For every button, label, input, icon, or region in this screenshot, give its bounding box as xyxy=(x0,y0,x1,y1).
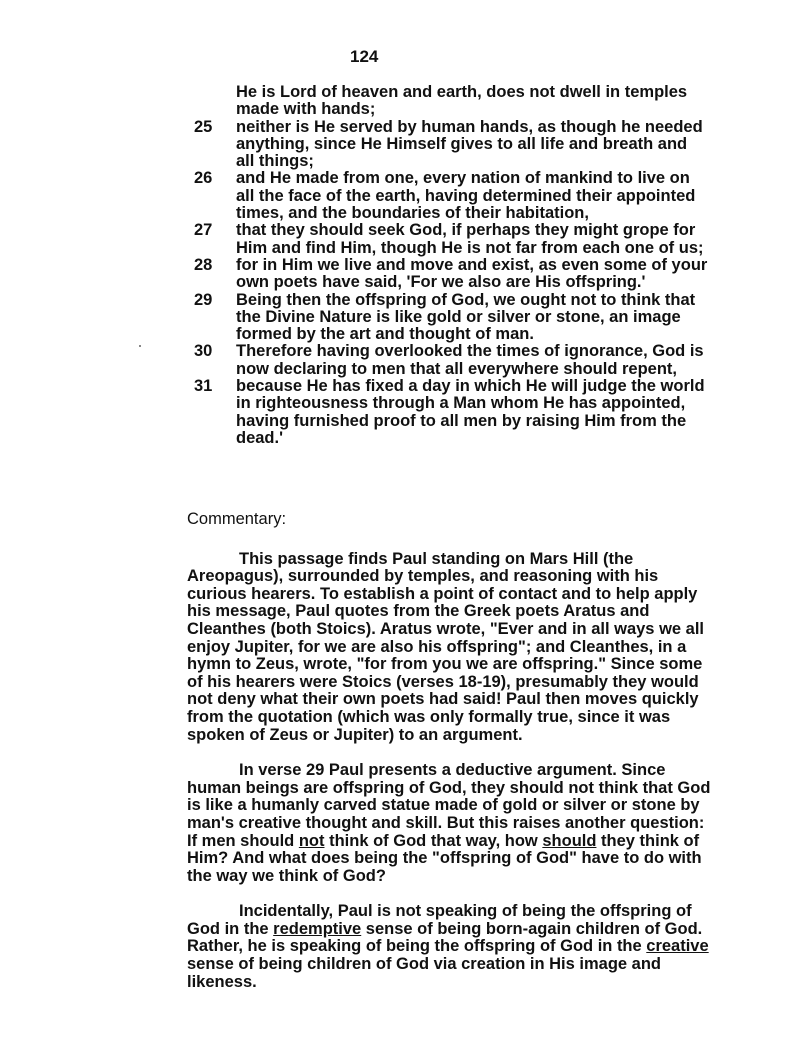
verse-text: Therefore having overlooked the times of ignorance, God is now declaring to men that all everywhere should repent, xyxy=(236,342,704,378)
paragraph-text: sense of being children of God via creation in His image and likeness. xyxy=(187,955,662,991)
commentary-heading: Commentary: xyxy=(187,510,287,528)
commentary-paragraph-2 xyxy=(187,762,717,885)
verse-text: that they should seek God, if perhaps they might grope for Him and find Him, though He is not far from each one of us; xyxy=(236,221,704,257)
verse-27 xyxy=(190,222,710,257)
commentary-paragraph-3 xyxy=(187,903,717,991)
verse-number: 28 xyxy=(194,255,213,274)
verse-30 xyxy=(190,343,710,378)
verse-text: Being then the offspring of God, we ought not to think that the Divine Nature is like gold or silver or stone, an image formed by the art and thought of man. xyxy=(236,290,696,344)
verse-continuation xyxy=(190,84,710,119)
page-number: 124 xyxy=(350,47,379,66)
paragraph-text: Incidentally, Paul is not speaking of being the offspring of God in the xyxy=(187,902,692,938)
verse-25 xyxy=(190,119,710,171)
underlined-word-not: not xyxy=(298,831,325,850)
verse-number: 26 xyxy=(194,169,213,188)
verse-number: 29 xyxy=(194,290,213,309)
verse-number: 31 xyxy=(194,377,213,396)
verse-28 xyxy=(190,257,710,292)
scan-speck xyxy=(139,345,141,347)
underlined-word-redemptive: redemptive xyxy=(273,919,362,938)
paragraph-text: think of God that way, how xyxy=(324,831,543,850)
verse-text: for in Him we live and move and exist, as even some of your own poets have said, 'For we also are His offspring.' xyxy=(236,255,708,292)
verse-text: He is Lord of heaven and earth, does not dwell in temples made with hands; xyxy=(236,83,688,119)
underlined-word-should: should xyxy=(542,831,597,850)
commentary-section xyxy=(187,511,717,1009)
verse-number: 27 xyxy=(194,221,213,240)
verse-number: 30 xyxy=(194,342,213,361)
verse-31 xyxy=(190,378,710,447)
verse-text: neither is He served by human hands, as though he needed anything, since He Himself gives to all life and breath and all things; xyxy=(236,117,703,171)
verse-number xyxy=(190,84,236,119)
verse-text: because He has fixed a day in which He will judge the world in righteousness through a Man whom He has appointed, having furnished proof to all men by raising Him from the dead.' xyxy=(236,377,705,447)
verse-26 xyxy=(190,170,710,222)
underlined-word-creative: creative xyxy=(646,937,709,956)
verse-text: and He made from one, every nation of mankind to live on all the face of the earth, having determined their appointed times, and the boundaries of their habitation, xyxy=(236,169,696,223)
paragraph-text: In verse 29 Paul presents a deductive argument. Since human beings are offspring of God, they should not think that God is like a humanly carved statue made of gold or silver or stone by man's creative thought and skill. But this raises another question: If men should xyxy=(187,761,711,850)
paragraph-text: they think of Him? And what does being the "offspring of God" have to do with the way we think of God? xyxy=(187,831,702,885)
commentary-paragraph-1: This passage finds Paul standing on Mars Hill (the Areopagus), surrounded by temples, and reasoning with his curious hearers. To establish a point of contact and to help apply his message, Paul quotes from the Greek poets Aratus and Cleanthes (both Stoics). Aratus wrote, "Ever and in all ways we all enjoy Jupiter, for we are also his offspring"; and Cleanthes, in a hymn to Zeus, wrote, "for from you we are offspring." Since some of his hearers were Stoics (verses 18-19), presumably they would not deny what their own poets had said! Paul then moves quickly from the quotation (which was only formally true, since it was spoken of Zeus or Jupiter) to an argument. xyxy=(187,549,705,744)
verse-number: 25 xyxy=(194,117,213,136)
paragraph-text: sense of being born-again children of God. Rather, he is speaking of being the offspring of God in the xyxy=(187,919,703,956)
verse-29 xyxy=(190,292,710,344)
scripture-passage xyxy=(190,84,710,447)
